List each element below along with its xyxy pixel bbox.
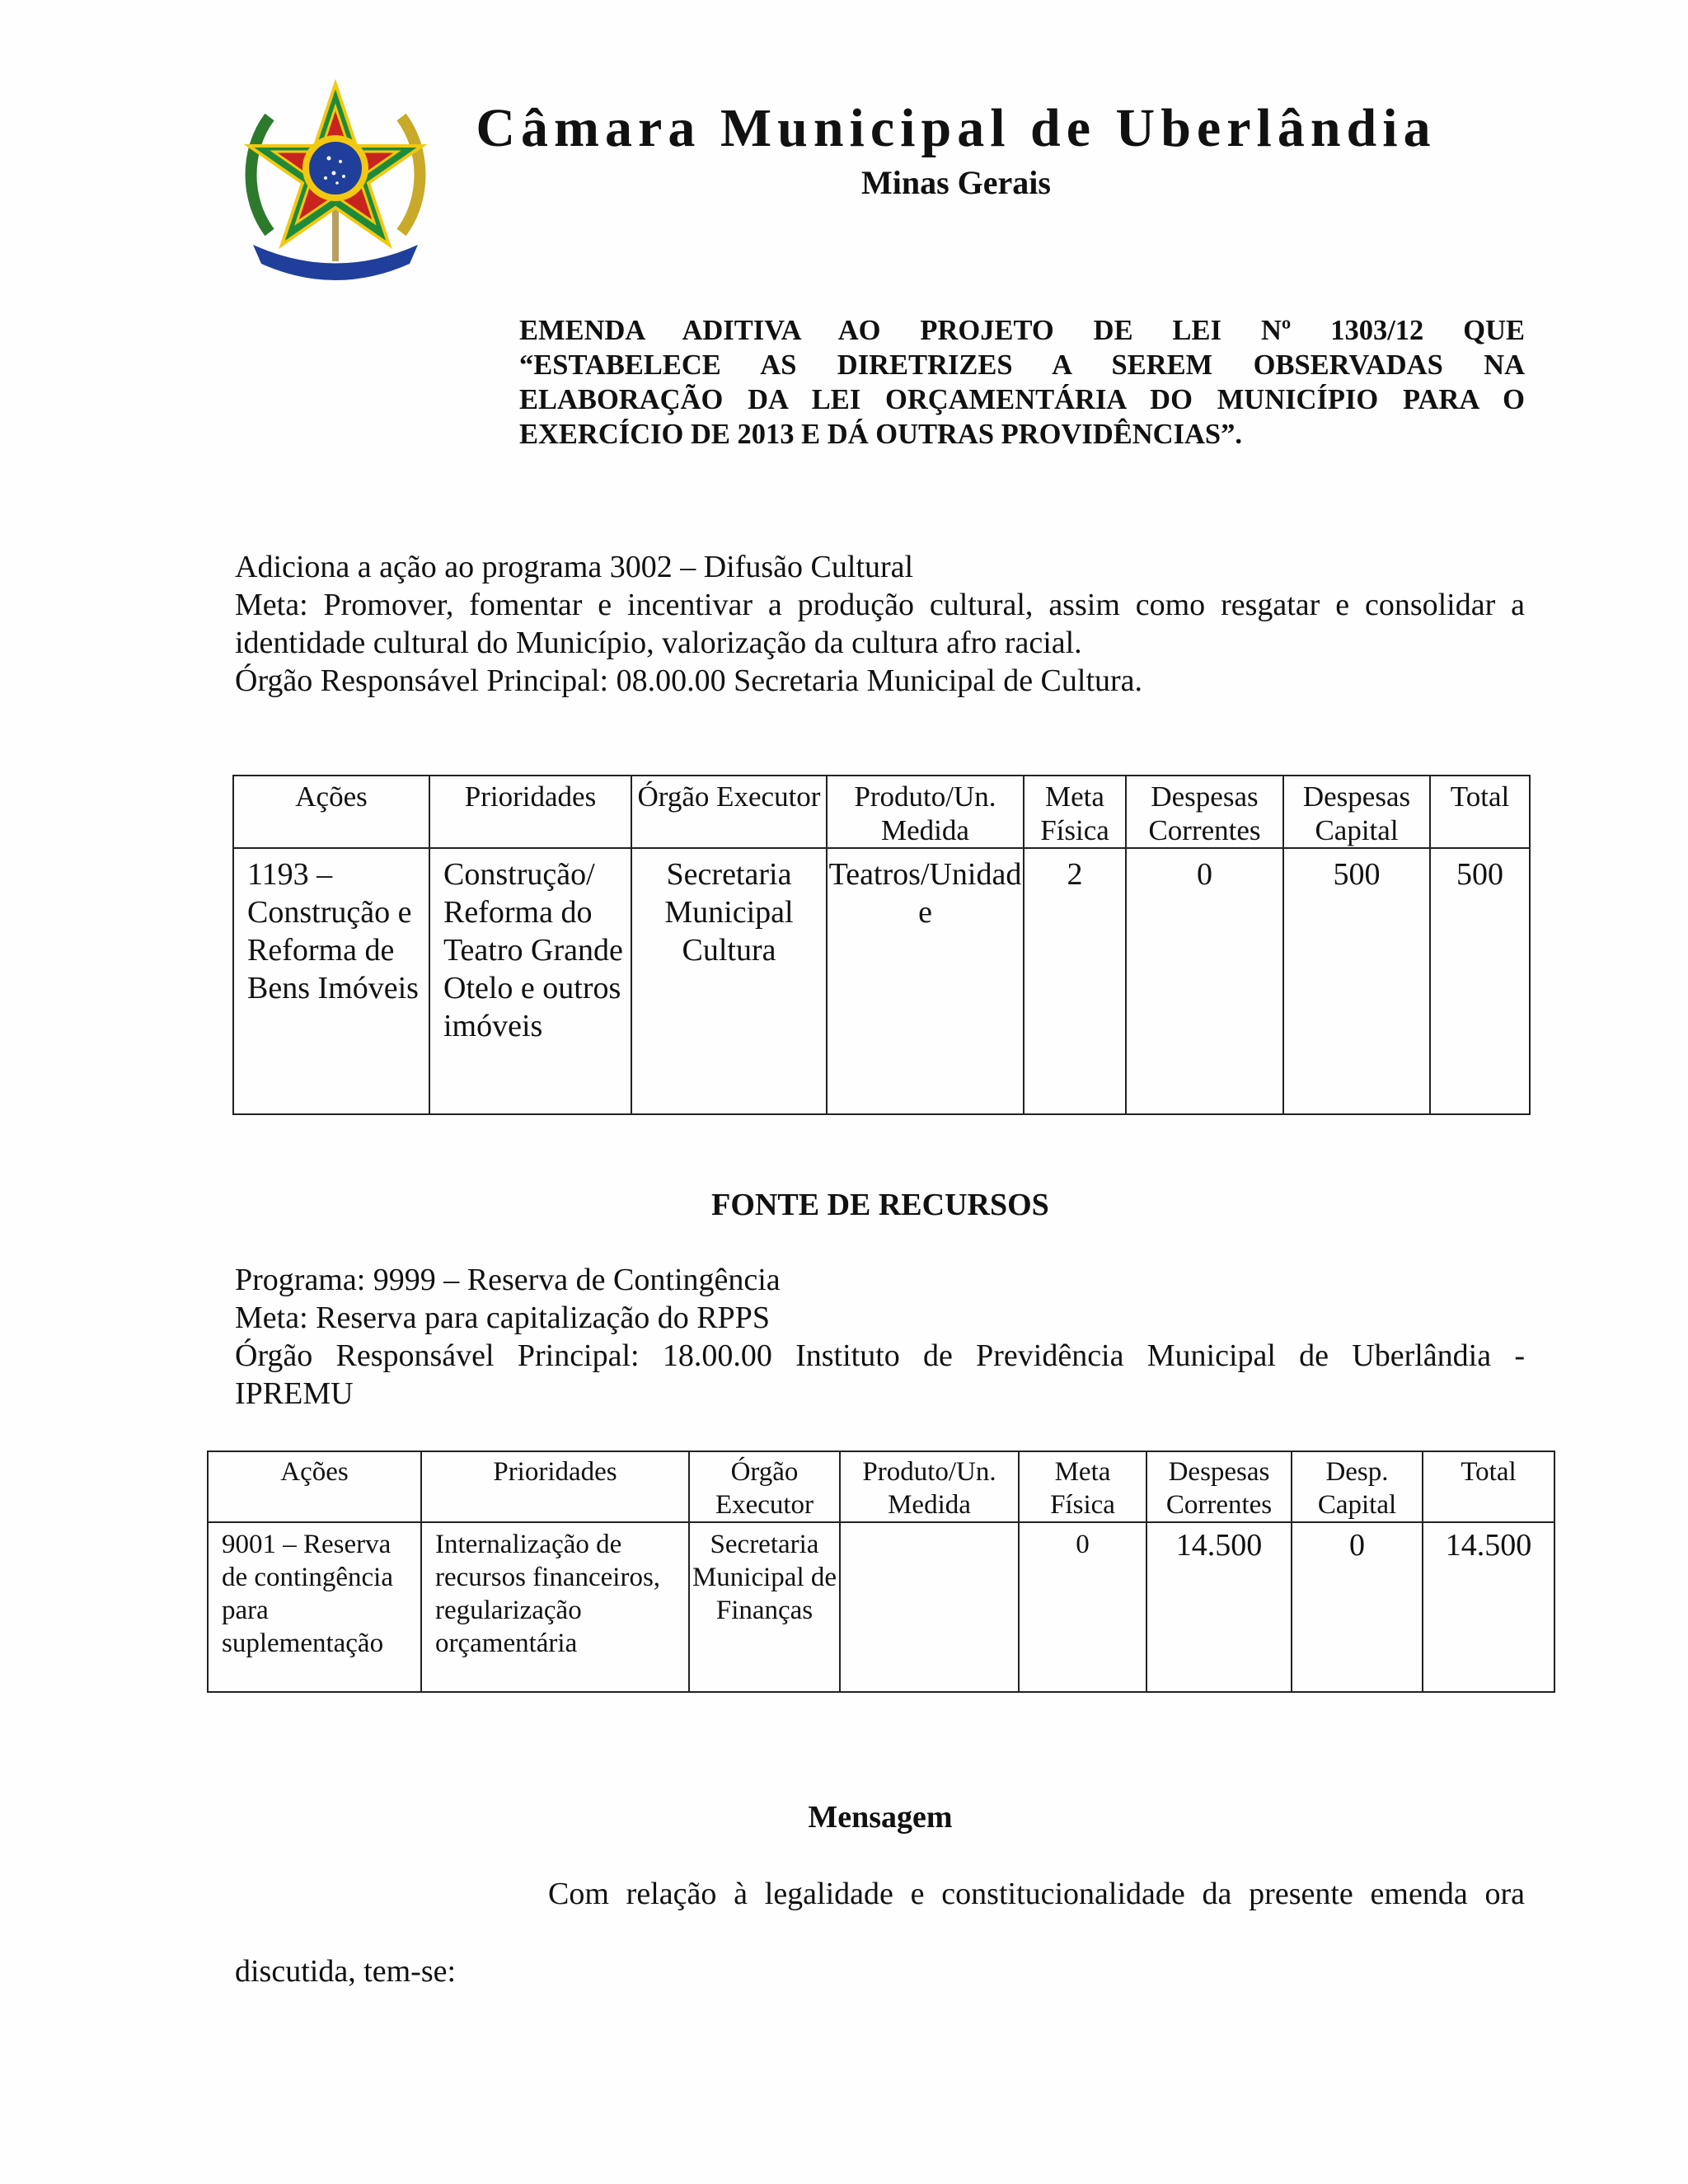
- table-cell: 14.500: [1146, 1522, 1292, 1692]
- table-cell: 1193 – Construção e Reforma de Bens Imóveis: [233, 848, 429, 1114]
- column-header: Prioridades: [421, 1451, 689, 1522]
- column-header: Órgão Executor: [689, 1451, 840, 1522]
- orgao-line: Órgão Responsável Principal: 18.00.00 Instituto de Previdência Municipal de Uberlândia -: [235, 1338, 1525, 1373]
- column-header: Meta Física: [1019, 1451, 1146, 1522]
- table-cell: Secretaria Municipal de Finanças: [689, 1522, 840, 1692]
- table-cell: 500: [1430, 848, 1530, 1114]
- column-header: Despesas Correntes: [1126, 776, 1283, 848]
- message-body: [235, 1875, 1525, 1990]
- column-header: Produto/Un. Medida: [840, 1451, 1019, 1522]
- column-header: Total: [1423, 1451, 1554, 1522]
- meta-line: Meta: Reserva para capitalização do RPPS: [235, 1301, 770, 1335]
- column-header: Produto/Un. Medida: [827, 776, 1024, 848]
- coat-of-arms-icon: [237, 76, 434, 282]
- section-title: FONTE DE RECURSOS: [711, 1188, 1049, 1222]
- message-title: Mensagem: [808, 1800, 953, 1835]
- column-header: Prioridades: [429, 776, 631, 848]
- column-header: Meta Física: [1024, 776, 1126, 848]
- table-row: [233, 848, 1530, 1114]
- column-header: Despesas Capital: [1283, 776, 1430, 848]
- table-header-row: [233, 776, 1530, 848]
- column-header: Órgão Executor: [631, 776, 827, 848]
- message-line: Com relação à legalidade e constitucionalidade da presente emenda ora: [548, 1877, 1525, 1911]
- column-header: Ações: [233, 776, 429, 848]
- funding-source: [235, 1261, 1525, 1413]
- table-cell: 0: [1126, 848, 1283, 1114]
- amendment-heading-line: EXERCÍCIO DE 2013 E DÁ OUTRAS PROVIDÊNCIAS”.: [519, 419, 1242, 450]
- actions-table: [232, 775, 1531, 1115]
- table-cell: Teatros/Unidade: [827, 848, 1024, 1114]
- table-cell: Construção/ Reforma do Teatro Grande Otelo e outros imóveis: [429, 848, 631, 1114]
- orgao-line: IPREMU: [235, 1376, 354, 1411]
- amendment-heading-line: ELABORAÇÃO DA LEI ORÇAMENTÁRIA DO MUNICÍPIO PARA O: [519, 384, 1525, 415]
- orgao-line: Órgão Responsável Principal: 08.00.00 Secretaria Municipal de Cultura.: [235, 663, 1143, 698]
- chamber-title: Câmara Municipal de Uberlândia: [476, 98, 1437, 158]
- table-cell: 0: [1292, 1522, 1423, 1692]
- amendment-heading-line: EMENDA ADITIVA AO PROJETO DE LEI Nº 1303/12 QUE: [519, 315, 1525, 346]
- column-header: Ações: [208, 1451, 421, 1522]
- state-subtitle: Minas Gerais: [861, 164, 1051, 201]
- column-header: Desp. Capital: [1292, 1451, 1423, 1522]
- table-cell: 500: [1283, 848, 1430, 1114]
- column-header: Despesas Correntes: [1146, 1451, 1292, 1522]
- table-cell: [840, 1522, 1019, 1692]
- meta-line: identidade cultural do Município, valorização da cultura afro racial.: [235, 626, 1082, 660]
- message-line: discutida, tem-se:: [235, 1954, 457, 1989]
- meta-line: Meta: Promover, fomentar e incentivar a produção cultural, assim como resgatar e consolidar a: [235, 588, 1525, 622]
- table-cell: 9001 – Reserva de contingência para suplementação: [208, 1522, 421, 1692]
- table-row: [208, 1522, 1554, 1692]
- amendment-heading: [519, 313, 1525, 452]
- table-cell: 14.500: [1423, 1522, 1554, 1692]
- program-line: Adiciona a ação ao programa 3002 – Difusão Cultural: [235, 550, 914, 584]
- table-cell: Secretaria Municipal Cultura: [631, 848, 827, 1114]
- program-line: Programa: 9999 – Reserva de Contingência: [235, 1263, 781, 1297]
- table-cell: 0: [1019, 1522, 1146, 1692]
- funding-table: [207, 1451, 1555, 1693]
- column-header: Total: [1430, 776, 1530, 848]
- table-cell: 2: [1024, 848, 1126, 1114]
- program-intro: [235, 548, 1525, 700]
- brazil-coat-of-arms-emblem: [237, 76, 434, 282]
- table-header-row: [208, 1451, 1554, 1522]
- table-cell: Internalização de recursos financeiros, regularização orçamentária: [421, 1522, 689, 1692]
- amendment-heading-line: “ESTABELECE AS DIRETRIZES A SEREM OBSERVADAS NA: [519, 349, 1525, 381]
